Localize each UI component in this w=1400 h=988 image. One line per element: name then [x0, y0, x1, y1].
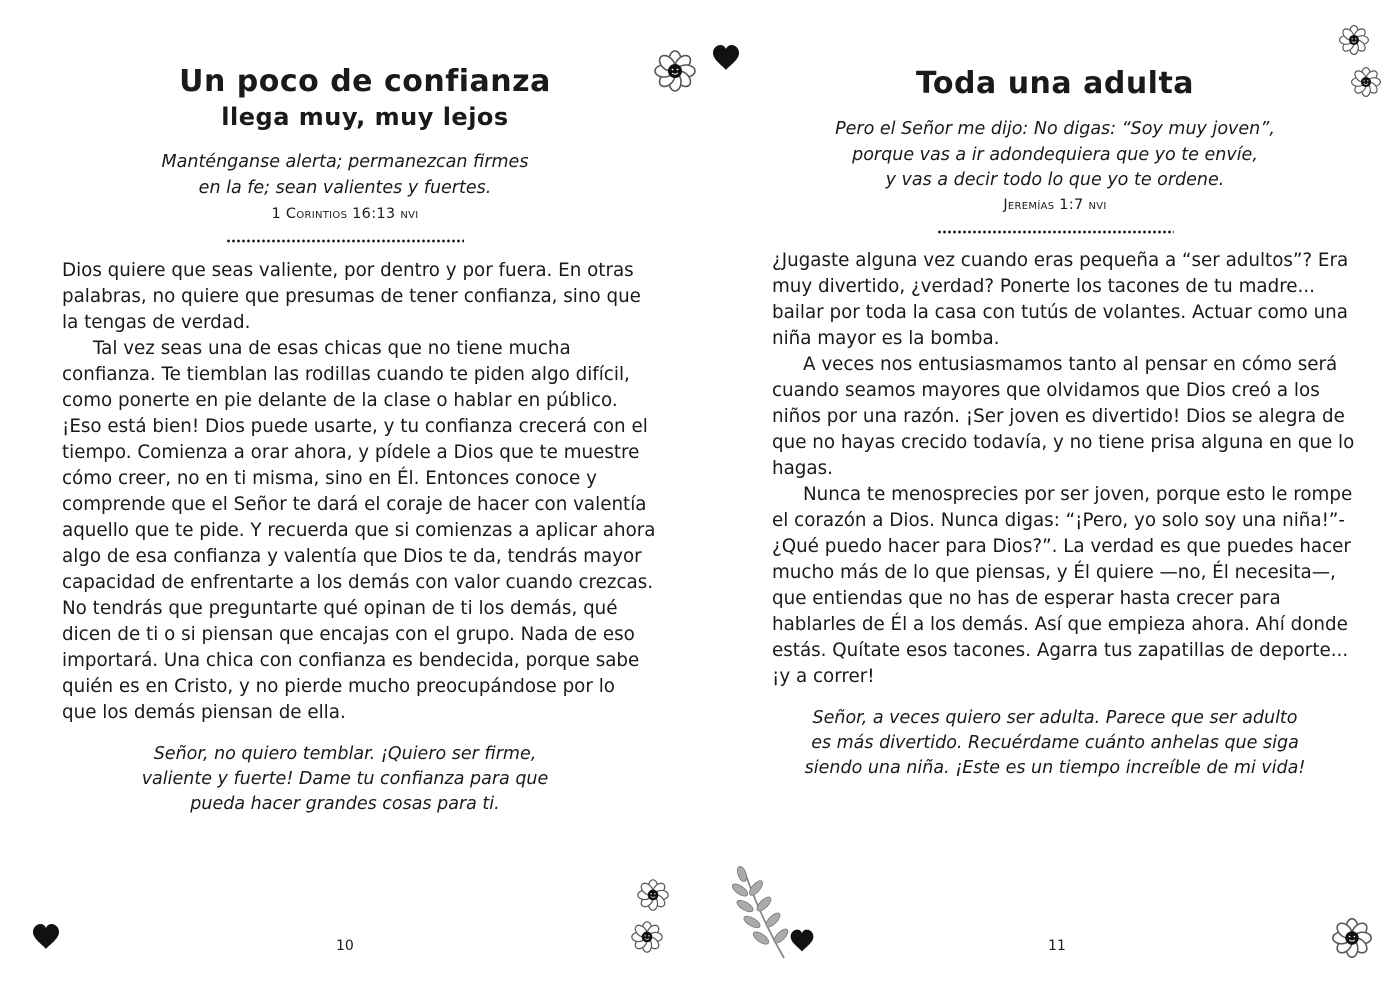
prayer-line: Señor, no quiero temblar. ¡Quiero ser firme, [153, 744, 537, 764]
right-dotted-divider [937, 230, 1174, 234]
body-line: ¿Qué puedo hacer para Dios?”. La verdad es que puedes hacer [772, 536, 1351, 557]
left-body-text [62, 258, 662, 726]
body-line: capacidad de enfrentarte a los demás con valor cuando crezcas. [62, 572, 654, 593]
right-page [700, 0, 1400, 988]
right-verse-line: y vas a decir todo lo que yo te ordene. [885, 170, 1225, 190]
body-line: importará. Una chica con confianza es bendecida, porque sabe [62, 650, 640, 671]
body-line: estás. Quítate esos tacones. Agarra tus zapatillas de deporte... [772, 640, 1349, 661]
right-verse-line: porque vas a ir adondequiera que yo te envíe, [852, 144, 1258, 165]
heart-icon [788, 926, 816, 956]
leaf-branch-icon [728, 864, 794, 964]
body-line: cómo creer, no en ti misma, sino en Él. Entonces conoce y [62, 468, 597, 489]
body-line: que no hayas crecido todavía, y no tiene prisa alguna en que lo [772, 432, 1355, 453]
right-title-line1: Toda una adulta [915, 66, 1195, 101]
body-line: hagas. [772, 458, 833, 479]
body-line: confianza. Te tiemblan las rodillas cuando te piden algo difícil, [62, 364, 630, 385]
body-line: algo de esa confianza y valentía que Dios te da, tendrás mayor [62, 546, 642, 567]
body-line: la tengas de verdad. [62, 312, 251, 333]
body-line: Tal vez seas una de esas chicas que no tiene mucha [93, 338, 571, 359]
prayer-line: valiente y fuerte! Dame tu confianza para que [141, 769, 549, 789]
left-verse [100, 150, 590, 201]
body-line: cuando seamos mayores que olvidamos que Dios creó a los [772, 380, 1320, 401]
right-verse-reference: Jeremías 1:7 nvi [1003, 197, 1107, 213]
body-line: el corazón a Dios. Nunca digas: “¡Pero, yo solo soy una niña!”- [772, 510, 1345, 531]
prayer-line: pueda hacer grandes cosas para ti. [190, 794, 500, 814]
body-line: tiempo. Comienza a orar ahora, y pídele a Dios que te muestre [62, 442, 640, 463]
body-line: A veces nos entusiasmamos tanto al pensar en cómo será [803, 354, 1338, 375]
prayer-line: Señor, a veces quiero ser adulta. Parece que ser adulto [812, 708, 1298, 728]
daisy-icon [1348, 64, 1384, 100]
left-verse-line: Manténganse alerta; permanezcan firmes [161, 152, 529, 172]
prayer-line: es más divertido. Recuérdame cuánto anhelas que siga [811, 733, 1299, 753]
body-line: niña mayor es la bomba. [772, 328, 1000, 349]
daisy-icon [628, 918, 666, 956]
heart-icon [30, 920, 62, 954]
left-title-line1: Un poco de confianza [179, 64, 551, 99]
body-line: Nunca te menosprecies por ser joven, porque esto le rompe [803, 484, 1353, 505]
body-line: dicen de ti o si piensan que encajas con el grupo. Nada de eso [62, 624, 635, 645]
left-verse-line: en la fe; sean valientes y fuertes. [198, 177, 492, 198]
right-prayer [795, 706, 1315, 781]
body-line: aquello que te pide. Y recuerda que si comienzas a aplicar ahora [62, 520, 656, 541]
body-line: comprende que el Señor te dará el coraje de hacer con valentía [62, 494, 647, 515]
heart-icon [710, 38, 742, 78]
prayer-line: siendo una niña. ¡Este es un tiempo increíble de mi vida! [804, 758, 1306, 778]
body-line: hablarles de Él a los demás. Así que empieza ahora. Ahí donde [772, 614, 1348, 635]
daisy-icon [634, 876, 672, 914]
body-line: que los demás piensan de ella. [62, 702, 346, 723]
left-page-title [130, 64, 600, 134]
left-title-line2: llega muy, muy lejos [221, 103, 509, 131]
body-line: ¡Eso está bien! Dios puede usarte, y tu confianza crecerá con el [62, 416, 648, 437]
right-verse [800, 117, 1310, 194]
body-line: que entiendas que no has de esperar hasta crecer para [772, 588, 1281, 609]
body-line: palabras, no quiere que presumas de tener confianza, sino que [62, 286, 641, 307]
body-line: Dios quiere que seas valiente, por dentro y por fuera. En otras [62, 260, 634, 281]
right-body-text [772, 248, 1382, 690]
daisy-icon [1328, 914, 1376, 962]
left-verse-reference: 1 Corintios 16:13 nvi [271, 206, 419, 222]
left-prayer [100, 742, 590, 817]
right-verse-line: Pero el Señor me dijo: No digas: “Soy muy joven”, [835, 119, 1275, 139]
right-page-title [825, 66, 1285, 102]
body-line: ¡y a correr! [772, 666, 875, 687]
daisy-icon [1336, 22, 1372, 58]
body-line: bailar por toda la casa con tutús de volantes. Actuar como una [772, 302, 1348, 323]
daisy-icon [650, 46, 700, 96]
body-line: ¿Jugaste alguna vez cuando eras pequeña a “ser adultos”? Era [772, 250, 1349, 271]
right-page-number: 11 [1048, 938, 1066, 954]
body-line: como ponerte en pie delante de la clase o hablar en público. [62, 390, 618, 411]
body-line: niños por una razón. ¡Ser joven es divertido! Dios se alegra de [772, 406, 1345, 427]
left-page-number: 10 [336, 938, 354, 954]
left-dotted-divider [226, 239, 464, 243]
body-line: No tendrás que preguntarte qué opinan de ti los demás, qué [62, 598, 618, 619]
body-line: quién es en Cristo, y no pierde mucho preocupándose por lo [62, 676, 615, 697]
body-line: mucho más de lo que piensas, y Él quiere —no, Él necesita—, [772, 562, 1336, 583]
body-line: muy divertido, ¿verdad? Ponerte los tacones de tu madre... [772, 276, 1315, 297]
